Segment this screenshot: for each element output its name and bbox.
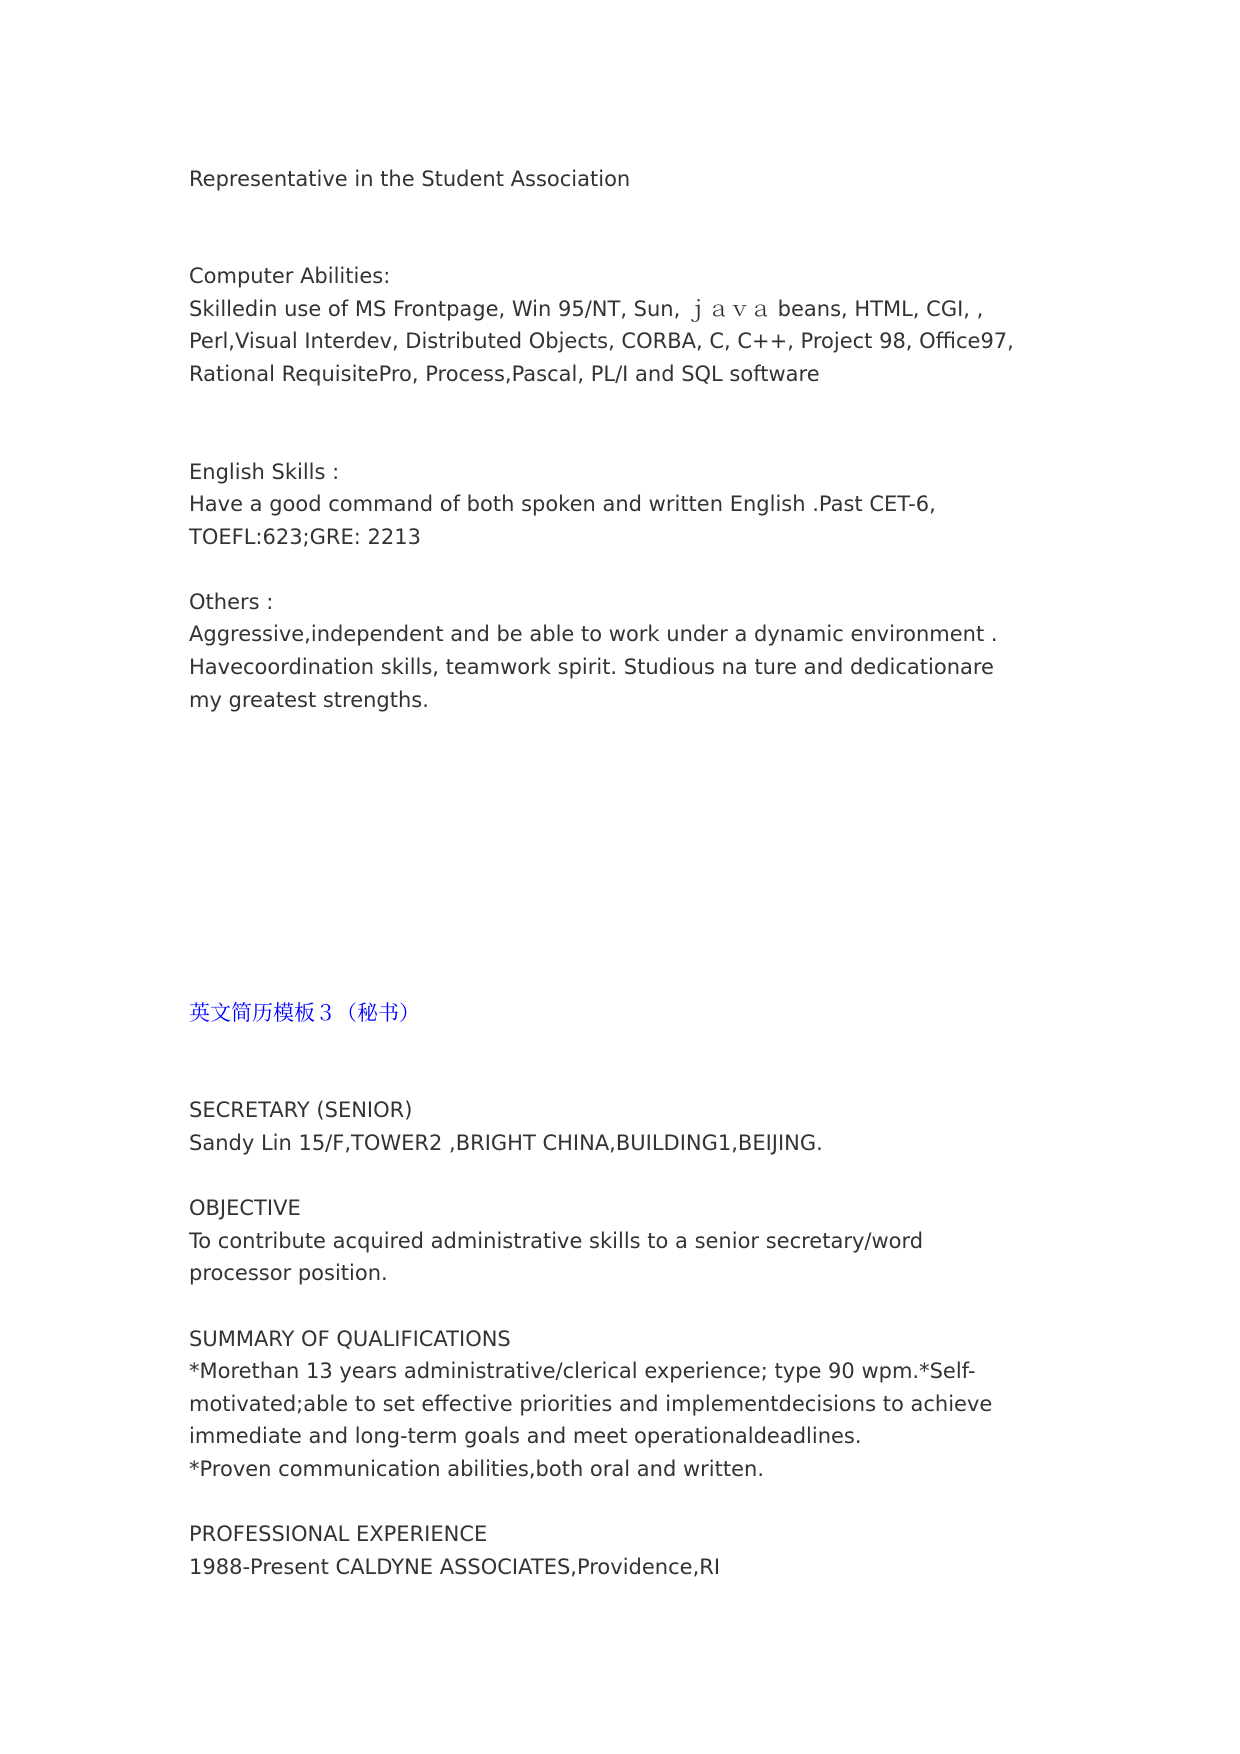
secretary-heading: SECRETARY (SENIOR) — [189, 1098, 413, 1122]
secretary-address: Sandy Lin 15/F,TOWER2 ,BRIGHT CHINA,BUILDING1,BEIJING. — [189, 1131, 823, 1155]
objective-line-1: To contribute acquired administrative skills to a senior secretary/word — [189, 1229, 924, 1253]
others-heading: Others : — [189, 590, 274, 614]
computer-abilities-line-2: Perl,Visual Interdev, Distributed Objects, CORBA, C, C++, Project 98, Office97, — [189, 329, 1014, 353]
summary-line-4: *Proven communication abilities,both oral and written. — [189, 1457, 764, 1481]
english-skills-line-1: Have a good command of both spoken and written English .Past CET-6, — [189, 492, 936, 516]
objective-line-2: processor position. — [189, 1261, 388, 1285]
english-skills-line-2: TOEFL:623;GRE: 2213 — [189, 525, 421, 549]
summary-line-2: motivated;able to set effective priorities and implementdecisions to achieve — [189, 1392, 993, 1416]
others-line-1: Aggressive,independent and be able to work under a dynamic environment . — [189, 622, 998, 646]
computer-abilities-line-1: Skilledin use of MS Frontpage, Win 95/NT, Sun, ｊａｖａ beans, HTML, CGI, , — [189, 297, 984, 321]
english-skills-heading: English Skills : — [189, 460, 340, 484]
experience-heading: PROFESSIONAL EXPERIENCE — [189, 1522, 488, 1546]
computer-abilities-heading: Computer Abilities: — [189, 264, 391, 288]
computer-abilities-line-3: Rational RequisitePro, Process,Pascal, PL/I and SQL software — [189, 362, 820, 386]
student-association-line: Representative in the Student Association — [189, 167, 631, 191]
objective-heading: OBJECTIVE — [189, 1196, 301, 1220]
others-line-2: Havecoordination skills, teamwork spirit. Studious na ture and dedicationare — [189, 655, 994, 679]
template-title-link[interactable]: 英文简历模板３（秘书） — [189, 1001, 420, 1025]
experience-line-1: 1988-Present CALDYNE ASSOCIATES,Providence,RI — [189, 1555, 721, 1579]
summary-line-3: immediate and long-term goals and meet operationaldeadlines. — [189, 1424, 862, 1448]
summary-line-1: *Morethan 13 years administrative/clerical experience; type 90 wpm.*Self- — [189, 1359, 976, 1383]
others-line-3: my greatest strengths. — [189, 688, 429, 712]
summary-heading: SUMMARY OF QUALIFICATIONS — [189, 1327, 511, 1351]
